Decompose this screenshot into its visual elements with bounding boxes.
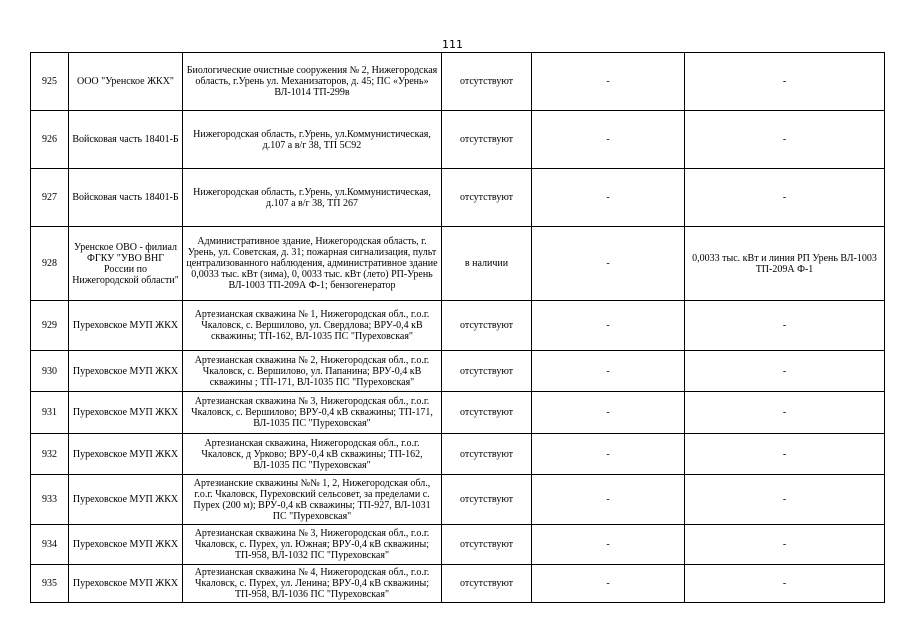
table-row [31, 53, 885, 111]
object-cell: Артезианская скважина № 1, Нижегородская обл., г.о.г. Чкаловск, с. Вершилово, ул. Свердлова; ВРУ-0,4 кВ скважины; ТП-162, ВЛ-1035 ПС "Пуреховская" [183, 301, 442, 351]
availability-cell: отсутствуют [442, 475, 532, 525]
column6-cell: - [685, 111, 885, 169]
object-cell: Артезианские скважины №№ 1, 2, Нижегородская обл., г.о.г. Чкаловск, Пуреховский сельсовет, за пределами с. Пурех (200 м); ВРУ-0,4 кВ скважины; ТП-927, ВЛ-1031 ПС "Пуреховская" [183, 475, 442, 525]
column5-cell: - [532, 565, 685, 603]
table-row [31, 351, 885, 392]
owner-cell: Пуреховское МУП ЖКХ [69, 351, 183, 392]
column6-cell: - [685, 169, 885, 227]
column6-cell: - [685, 53, 885, 111]
availability-cell: отсутствуют [442, 169, 532, 227]
owner-cell: Войсковая часть 18401-Б [69, 169, 183, 227]
row-number: 927 [31, 169, 69, 227]
availability-cell: отсутствуют [442, 351, 532, 392]
availability-cell: отсутствуют [442, 434, 532, 475]
table-row [31, 525, 885, 565]
column6-cell: - [685, 525, 885, 565]
column5-cell: - [532, 53, 685, 111]
table-row [31, 169, 885, 227]
object-cell: Нижегородская область, г.Урень, ул.Коммунистическая, д.107 а в/г 38, ТП 267 [183, 169, 442, 227]
table-row [31, 434, 885, 475]
row-number: 928 [31, 227, 69, 301]
object-cell: Биологические очистные сооружения № 2, Нижегородская область, г.Урень ул. Механизаторов, д. 45; ПС «Урень» ВЛ-1014 ТП-299в [183, 53, 442, 111]
column5-cell: - [532, 434, 685, 475]
column5-cell: - [532, 351, 685, 392]
object-cell: Артезианская скважина № 2, Нижегородская обл., г.о.г. Чкаловск, с. Вершилово, ул. Папанина; ВРУ-0,4 кВ скважины ; ТП-171, ВЛ-1035 ПС "Пуреховская" [183, 351, 442, 392]
availability-cell: отсутствуют [442, 111, 532, 169]
facilities-table [30, 52, 885, 603]
page-number: 111 [442, 38, 463, 51]
availability-cell: в наличии [442, 227, 532, 301]
table-row [31, 565, 885, 603]
row-number: 929 [31, 301, 69, 351]
column6-cell: 0,0033 тыс. кВт и линия РП Урень ВЛ-1003 ТП-209А Ф-1 [685, 227, 885, 301]
column5-cell: - [532, 227, 685, 301]
table-row [31, 301, 885, 351]
owner-cell: Пуреховское МУП ЖКХ [69, 392, 183, 434]
object-cell: Нижегородская область, г.Урень, ул.Коммунистическая, д.107 а в/г 38, ТП 5С92 [183, 111, 442, 169]
owner-cell: Уренское ОВО - филиал ФГКУ "УВО ВНГ России по Нижегородской области" [69, 227, 183, 301]
availability-cell: отсутствуют [442, 565, 532, 603]
object-cell: Административное здание, Нижегородская область, г. Урень, ул. Советская, д. 31; пожарная сигнализация, пульт централизованного наблюдения, административное здание 0,0033 тыс. кВт (зима), 0, 0033 тыс. кВт (лето) РП-Урень ВЛ-1003 ТП-209А Ф-1; бензогенератор [183, 227, 442, 301]
column5-cell: - [532, 475, 685, 525]
column5-cell: - [532, 525, 685, 565]
owner-cell: Войсковая часть 18401-Б [69, 111, 183, 169]
row-number: 930 [31, 351, 69, 392]
table-row [31, 392, 885, 434]
owner-cell: Пуреховское МУП ЖКХ [69, 565, 183, 603]
object-cell: Артезианская скважина № 4, Нижегородская обл., г.о.г. Чкаловск, с. Пурех, ул. Ленина; ВРУ-0,4 кВ скважины; ТП-958, ВЛ-1036 ПС "Пуреховская" [183, 565, 442, 603]
column6-cell: - [685, 434, 885, 475]
owner-cell: Пуреховское МУП ЖКХ [69, 434, 183, 475]
row-number: 925 [31, 53, 69, 111]
object-cell: Артезианская скважина, Нижегородская обл., г.о.г. Чкаловск, д Урково; ВРУ-0,4 кВ скважины; ТП-162, ВЛ-1035 ПС "Пуреховская" [183, 434, 442, 475]
column5-cell: - [532, 301, 685, 351]
column6-cell: - [685, 301, 885, 351]
column6-cell: - [685, 565, 885, 603]
owner-cell: ООО "Уренское ЖКХ" [69, 53, 183, 111]
object-cell: Артезианская скважина № 3, Нижегородская обл., г.о.г. Чкаловск, с. Вершилово; ВРУ-0,4 кВ скважины; ТП-171, ВЛ-1035 ПС "Пуреховская" [183, 392, 442, 434]
table-row [31, 475, 885, 525]
row-number: 933 [31, 475, 69, 525]
owner-cell: Пуреховское МУП ЖКХ [69, 475, 183, 525]
column6-cell: - [685, 475, 885, 525]
row-number: 934 [31, 525, 69, 565]
column5-cell: - [532, 111, 685, 169]
availability-cell: отсутствуют [442, 525, 532, 565]
column5-cell: - [532, 169, 685, 227]
column6-cell: - [685, 351, 885, 392]
availability-cell: отсутствуют [442, 301, 532, 351]
owner-cell: Пуреховское МУП ЖКХ [69, 525, 183, 565]
availability-cell: отсутствуют [442, 53, 532, 111]
row-number: 931 [31, 392, 69, 434]
table-row [31, 227, 885, 301]
availability-cell: отсутствуют [442, 392, 532, 434]
column5-cell: - [532, 392, 685, 434]
column6-cell: - [685, 392, 885, 434]
row-number: 926 [31, 111, 69, 169]
table-row [31, 111, 885, 169]
row-number: 932 [31, 434, 69, 475]
owner-cell: Пуреховское МУП ЖКХ [69, 301, 183, 351]
row-number: 935 [31, 565, 69, 603]
object-cell: Артезианская скважина № 3, Нижегородская обл., г.о.г. Чкаловск, с. Пурех, ул. Южная; ВРУ-0,4 кВ скважины; ТП-958, ВЛ-1032 ПС "Пуреховская" [183, 525, 442, 565]
